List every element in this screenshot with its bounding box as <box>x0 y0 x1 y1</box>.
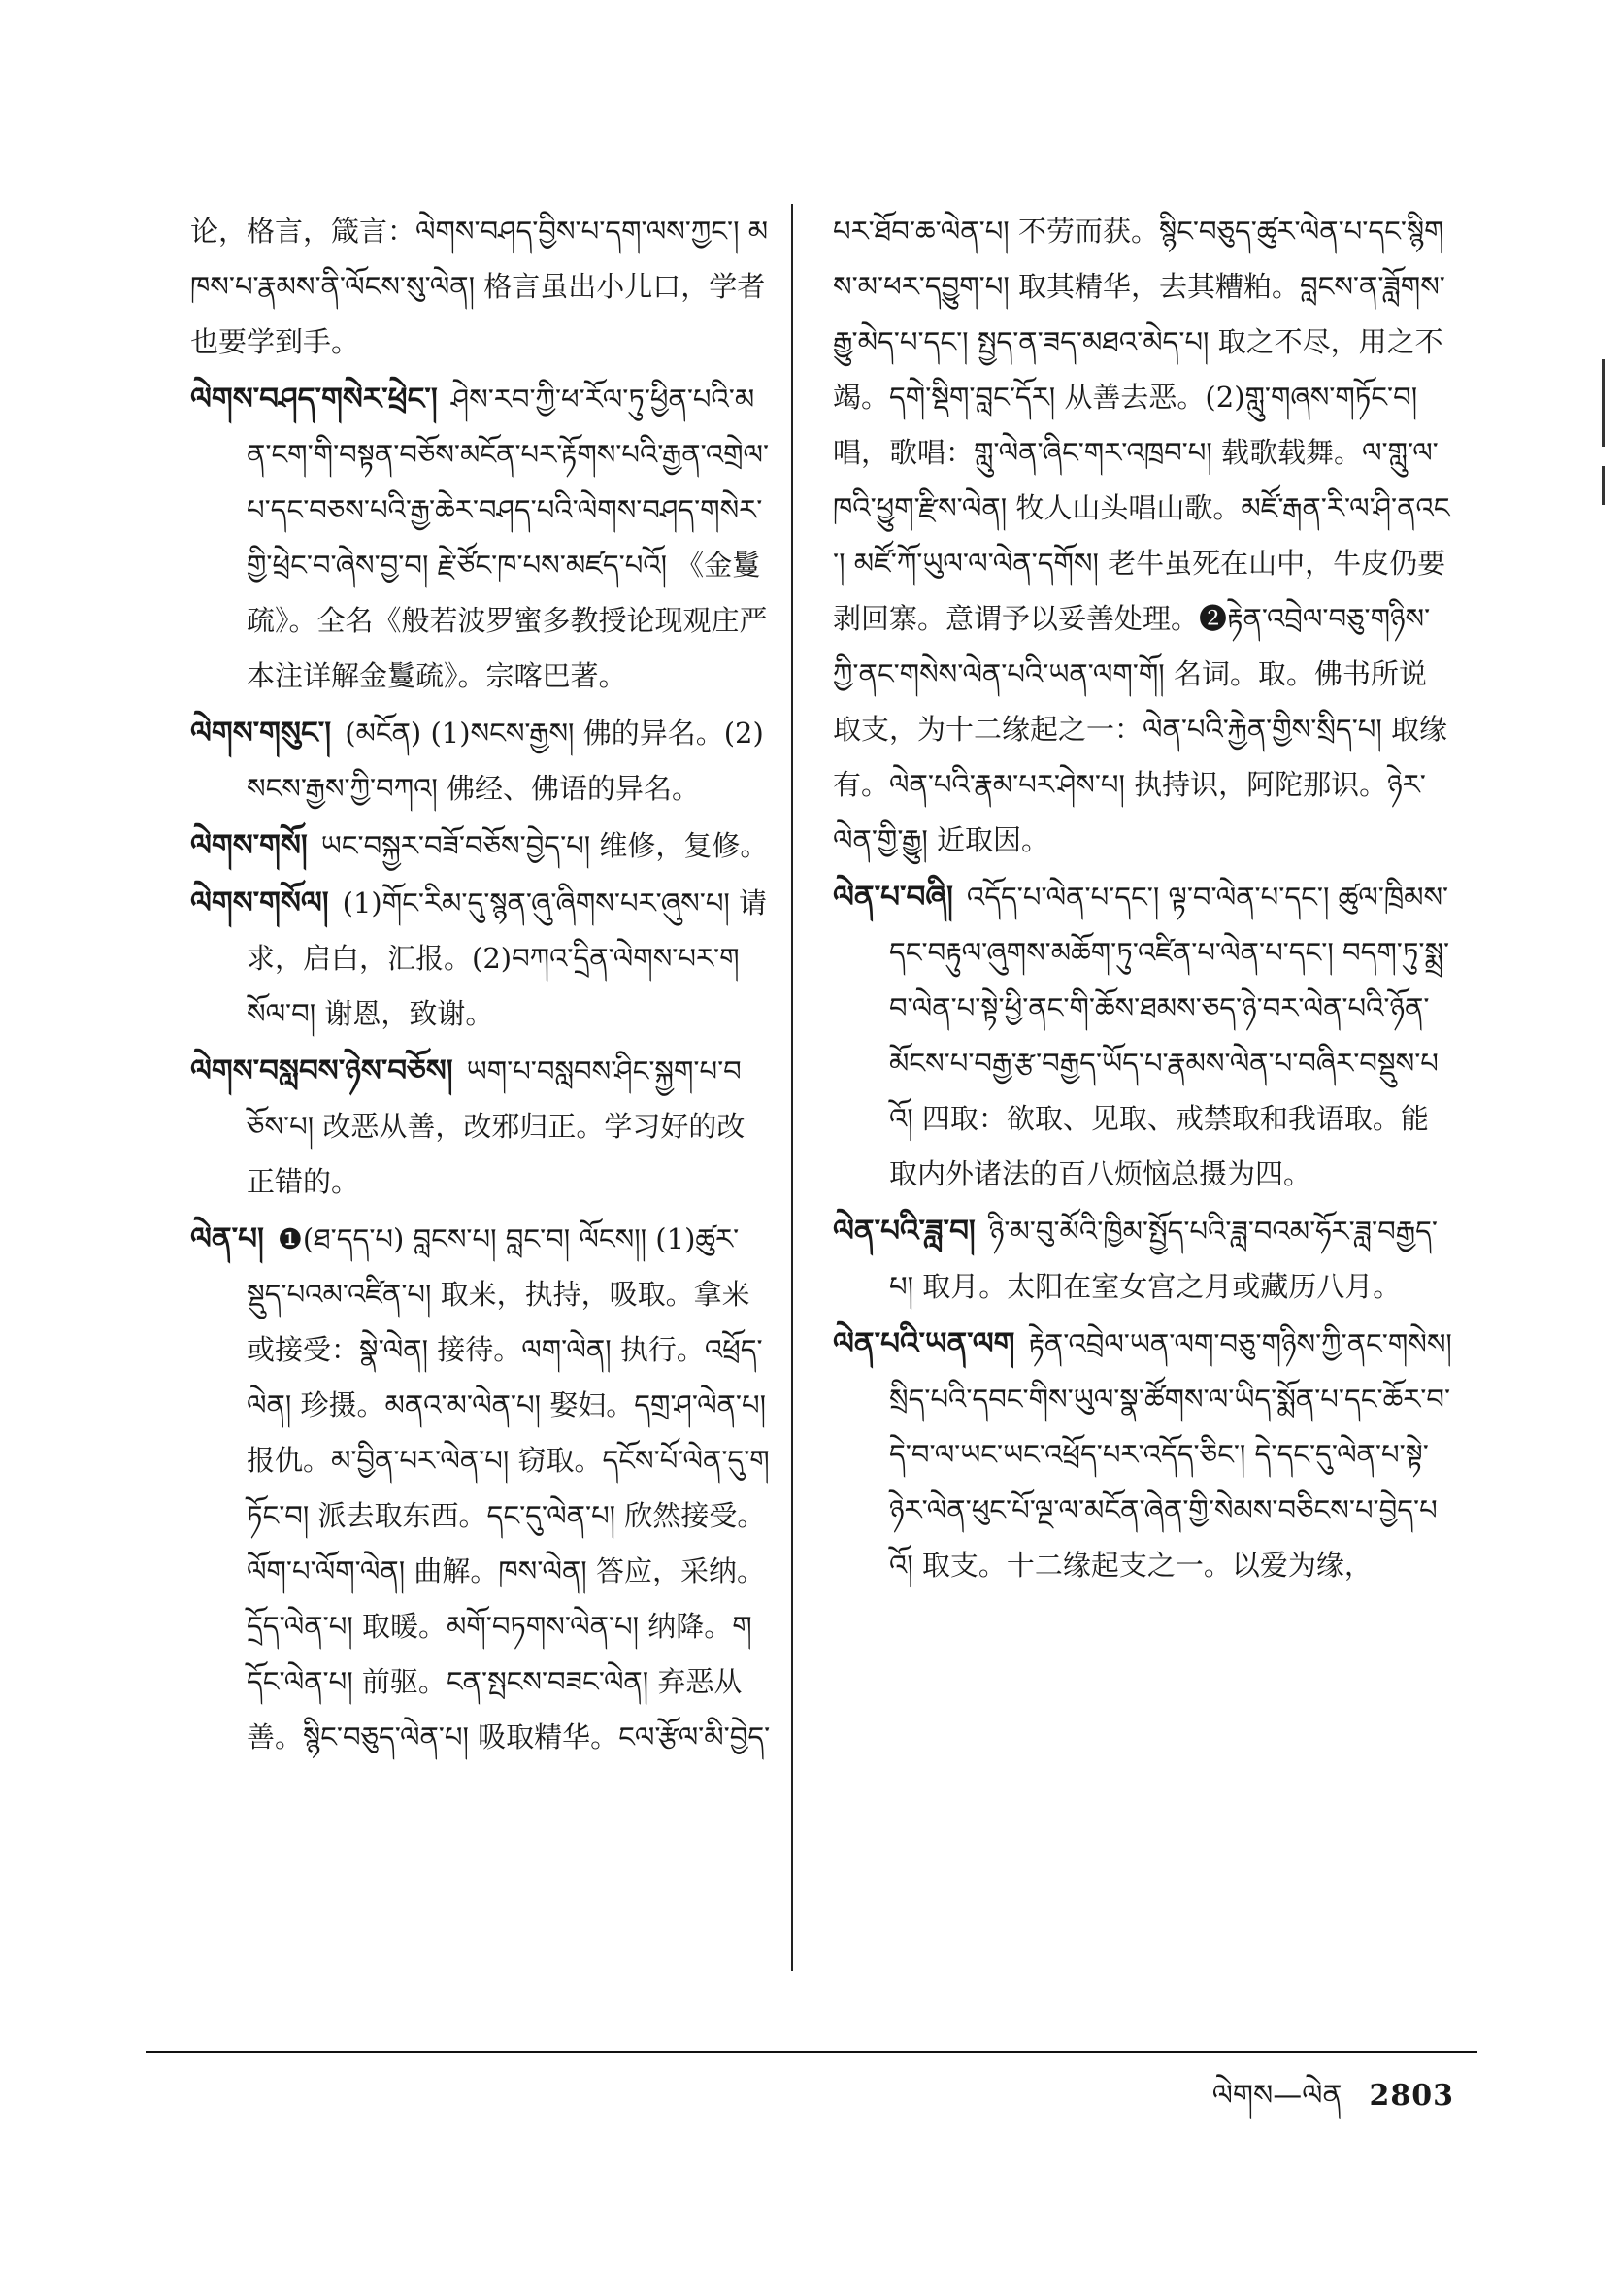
right-column <box>833 204 1454 1595</box>
dictionary-entry <box>833 1204 1454 1315</box>
page-number: 2803 <box>1369 2079 1454 2113</box>
entry-headword: ལེགས་བཤད་གསེར་ཕྲེང་། <box>190 382 438 417</box>
entry-definition: ཉི་མ་བུ་མོའི་ཁྱིམ་སྤྱོད་པའི་ཟླ་བའམ་ཧོར་ཟླ་བརྒྱད་པ། 取月。太阳在室女宫之月或藏历八月。 <box>889 1215 1439 1303</box>
footer-rule <box>146 2051 1477 2053</box>
continued-entry-text: པར་ཐོབ་ཆ་ལེན་པ། 不劳而获。སྙིང་བཅུད་ཚུར་ལེན་པ་དང་སྙིགས་མ་ཕར་དབྱུག་པ། 取其精华，去其糟粕。བླངས་ན་ཟློགས་རྒྱུ་མེད་པ་དང་། སྤྱད་ན་ཟད་མཐའ་མེད་པ། 取之不尽，用之不竭。དགེ་སྡིག་བླང་དོར། 从善去恶。(2)གླུ་གཞས་གཏོང་བ། 唱，歌唱：གླུ་ལེན་ཞིང་གར་འཁྲབ་པ། 载歌载舞。ལ་གླུ་ལ་ཁའི་ཕྱུག་རྫིས་ལེན། 牧人山头唱山歌。མཛོ་རྒན་རི་ལ་ཤི་ནའང་། མཛོ་ཀོ་ཡུལ་ལ་ལེན་དགོས། 老牛虽死在山中，牛皮仍要剥回寨。意谓予以妥善处理。❷རྟེན་འབྲེལ་བཅུ་གཉིས་ཀྱི་ནང་གསེས་ལེན་པའི་ཡན་ལག་གོ། 名词。取。佛书所说取支，为十二缘起之一：ལེན་པའི་རྐྱེན་གྱིས་སྲིད་པ། 取缘有。ལེན་པའི་རྣམ་པར་ཤེས་པ། 执持识，阿陀那识。ཉེར་ལེན་གྱི་རྒྱུ། 近取因。 <box>833 215 1450 856</box>
entry-definition: (1)གོང་རིམ་དུ་སྙན་ཞུ་ཞིགས་པར་ཞུས་པ། 请求，启白，汇报。(2)བཀའ་དྲིན་ལེགས་པར་གསོལ་བ། 谢恩，致谢。 <box>247 886 768 1030</box>
entry-definition: ཡག་པ་བསླབས་ཤིང་སྐྱག་པ་བཅོས་པ། 改恶从善，改邪归正。学习好的改正错的。 <box>247 1054 746 1198</box>
entry-headword: ལེན་པའི་ཟླ་བ། <box>833 1214 976 1249</box>
entry-definition: ❶(ཐ་དད་པ) བླངས་པ། བླང་བ། ལོངས།། (1)ཚུར་སྡུད་པའམ་འཛིན་པ། 取来，执持，吸取。拿来或接受：སྣེ་ལེན། 接待。ལག་ལེན། 执行。འཕྲོད་ལེན། 珍摄。མནའ་མ་ལེན་པ། 娶妇。དགྲ་ཤ་ལེན་པ། 报仇。མ་བྱིན་པར་ལེན་པ། 窃取。དངོས་པོ་ལེན་དུ་གཏོང་བ། 派去取东西。དང་དུ་ལེན་པ། 欣然接受。ལོག་པ་ལོག་ལེན། 曲解。ཁས་ལེན། 答应，采纳。དྲོད་ལེན་པ། 取暖。མགོ་བཏགས་ལེན་པ། 纳降。གདོང་ལེན་པ། 前驱。ངན་སྤངས་བཟང་ལེན། 弃恶从善。སྙིང་བཅུད་ལེན་པ། 吸取精华。ངལ་རྩོལ་མི་བྱེད་ <box>247 1222 771 1753</box>
entry-headword: ལེན་པ། <box>190 1221 264 1256</box>
headword-range: ལེགས—ལེན <box>1211 2079 1342 2113</box>
dictionary-entry <box>190 1044 773 1210</box>
entry-headword: ལེགས་གསོལ། <box>190 885 329 920</box>
entry-definition: ཤེས་རབ་ཀྱི་ཕ་རོལ་ཏུ་ཕྱིན་པའི་མན་ངག་གི་བསྟན་བཅོས་མངོན་པར་རྟོགས་པའི་རྒྱན་འགྲེལ་པ་དང་བཅས་པའི་རྒྱ་ཆེར་བཤད་པའི་ལེགས་བཤད་གསེར་གྱི་ཕྲེང་བ་ཞེས་བྱ་བ། རྗེ་ཙོང་ཁ་པས་མཛད་པའོ། 《金鬘疏》。全名《般若波罗蜜多教授论现观庄严本注详解金鬘疏》。宗喀巴著。 <box>247 383 770 692</box>
left-column <box>190 204 773 1767</box>
entry-definition: འདོད་པ་ལེན་པ་དང་། ལྟ་བ་ལེན་པ་དང་། ཚུལ་ཁྲིམས་དང་བརྟུལ་ཞུགས་མཆོག་ཏུ་འཛིན་པ་ལེན་པ་དང་། བདག་ཏུ་སྨྲ་བ་ལེན་པ་སྟེ་ཕྱི་ནང་གི་ཆོས་ཐམས་ཅད་ཉེ་བར་ལེན་པའི་ཉོན་མོངས་པ་བརྒྱ་རྩ་བརྒྱད་ཡོད་པ་རྣམས་ལེན་པ་བཞིར་བསྡུས་པའོ། 四取：欲取、见取、戒禁取和我语取。能取内外诸法的百八烦恼总摄为四。 <box>889 881 1450 1190</box>
entry-headword: ལེན་པའི་ཡན་ལག <box>833 1326 1015 1361</box>
continued-entry-text: 论，格言，箴言：ལེགས་བཤད་བྱིས་པ་དག་ལས་ཀྱང་། མཁས་པ་རྣམས་ནི་ལོངས་སུ་ལེན། 格言虽出小儿口，学者也要学到手。 <box>190 215 769 358</box>
entry-definition: ཡང་བསྐྱར་བཟོ་བཅོས་བྱེད་པ། 维修，复修。 <box>320 829 769 862</box>
dictionary-entry <box>190 876 773 1042</box>
dictionary-entry <box>833 870 1454 1202</box>
entry-headword: ལེགས་བསླབས་ཉེས་བཅོས། <box>190 1053 453 1088</box>
dictionary-entry <box>833 1317 1454 1593</box>
entry-definition: (མངོན) (1)སངས་རྒྱས། 佛的异名。(2)སངས་རྒྱས་ཀྱི་བཀའ། 佛经、佛语的异名。 <box>247 717 764 805</box>
entry-definition: རྟེན་འབྲེལ་ཡན་ལག་བཅུ་གཉིས་ཀྱི་ནང་གསེས། སྲིད་པའི་དབང་གིས་ཡུལ་སྣ་ཚོགས་ལ་ཡིད་སྨོན་པ་དང་ཆོར་བ་དེ་བ་ལ་ཡང་ཡང་འཕྲོད་པར་འདོད་ཅིང་། དེ་དང་དུ་ལེན་པ་སྟེ་ཉེར་ལེན་ཕུང་པོ་ལྔ་ལ་མངོན་ཞེན་གྱི་སེམས་བཅིངས་པ་བྱེད་པའོ། 取支。十二缘起支之一。以爱为缘， <box>889 1327 1452 1582</box>
entry-headword: ལེགས་གསུང་། <box>190 716 332 751</box>
page-footer <box>1212 2063 1454 2145</box>
dictionary-entry <box>190 706 773 817</box>
entry-headword: ལེགས་གསོ། <box>190 828 308 863</box>
column-divider <box>791 204 793 1971</box>
dictionary-entry <box>190 1212 773 1765</box>
margin-scan-mark <box>1602 359 1605 447</box>
dictionary-entry <box>190 818 773 874</box>
entry-headword: ལེན་པ་བཞི། <box>833 880 953 915</box>
dictionary-entry <box>190 372 773 704</box>
margin-scan-mark <box>1602 466 1605 505</box>
